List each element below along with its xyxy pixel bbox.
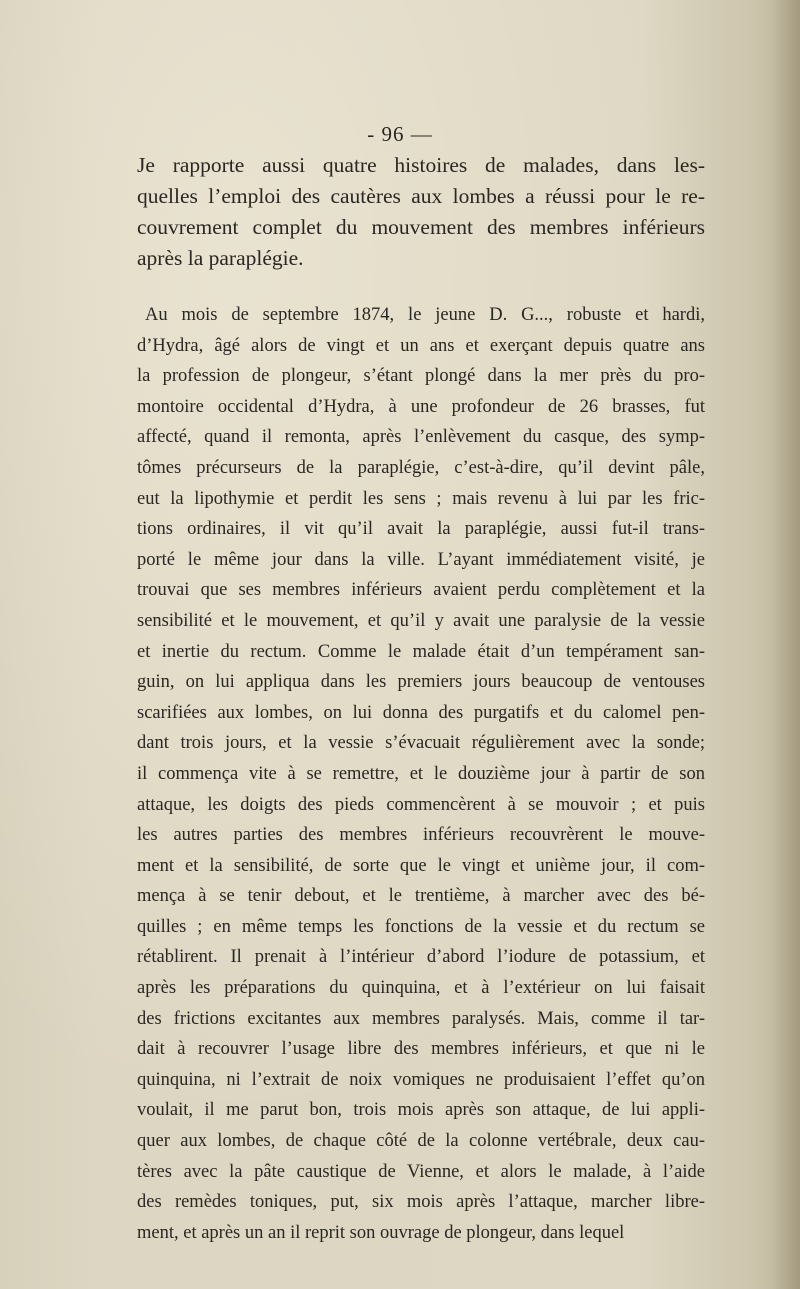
text-line: trouvai que ses membres inférieurs avaient perdu complètement et la	[137, 580, 705, 601]
text-line: sensibilité et le mouvement, et qu’il y avait une paralysie de la vessie	[137, 610, 705, 631]
text-line: après les préparations du quinquina, et à l’extérieur on lui faisait	[137, 978, 705, 999]
text-line: voulait, il me parut bon, trois mois après son attaque, de lui appli-	[137, 1100, 705, 1121]
text-line: Je rapporte aussi quatre histoires de malades, dans les-	[137, 153, 705, 177]
text-line: eut la lipothymie et perdit les sens ; mais revenu à lui par les fric-	[137, 488, 705, 509]
text-line: affecté, quand il remonta, après l’enlèvement du casque, des symp-	[137, 427, 705, 448]
text-line: rétablirent. Il prenait à l’intérieur d’abord l’iodure de potassium, et	[137, 947, 705, 968]
case-paragraph	[137, 300, 705, 1248]
text-line: tômes précurseurs de la paraplégie, c’est-à-dire, qu’il devint pâle,	[137, 457, 705, 478]
text-line: scarifiées aux lombes, on lui donna des purgatifs et du calomel pen-	[137, 702, 705, 723]
text-line: d’Hydra, âgé alors de vingt et un ans et exerçant depuis quatre ans	[137, 335, 705, 356]
text-line: mença à se tenir debout, et le trentième, à marcher avec des bé-	[137, 886, 705, 907]
text-line: les autres parties des membres inférieurs recouvrèrent le mouve-	[137, 825, 705, 846]
text-line: quelles l’emploi des cautères aux lombes a réussi pour le re-	[137, 184, 705, 208]
text-line: dant trois jours, et la vessie s’évacuait régulièrement avec la sonde;	[137, 733, 705, 754]
text-line: guin, on lui appliqua dans les premiers jours beaucoup de ventouses	[137, 672, 705, 693]
text-line: et inertie du rectum. Comme le malade était d’un tempérament san-	[137, 641, 705, 662]
text-line: tions ordinaires, il vit qu’il avait la paraplégie, aussi fut-il trans-	[137, 519, 705, 540]
text-line: attaque, les doigts des pieds commencèrent à se mouvoir ; et puis	[137, 794, 705, 815]
page-number-header: - 96 —	[367, 122, 433, 146]
text-line: quinquina, ni l’extrait de noix vomiques ne produisaient l’effet qu’on	[137, 1069, 705, 1090]
text-line: porté le même jour dans la ville. L’ayant immédiatement visité, je	[137, 549, 705, 570]
text-line: quilles ; en même temps les fonctions de la vessie et du rectum se	[137, 916, 705, 937]
text-line: des frictions excitantes aux membres paralysés. Mais, comme il tar-	[137, 1008, 705, 1029]
text-line: après la paraplégie.	[137, 246, 304, 270]
text-line: Au mois de septembre 1874, le jeune D. G..., robuste et hardi,	[145, 305, 705, 325]
text-line: montoire occidental d’Hydra, à une profondeur de 26 brasses, fut	[137, 396, 705, 417]
text-line: tères avec la pâte caustique de Vienne, et alors le malade, à l’aide	[137, 1161, 705, 1182]
text-line: il commença vite à se remettre, et le douzième jour à partir de son	[137, 763, 705, 784]
text-line: ment, et après un an il reprit son ouvrage de plongeur, dans lequel	[137, 1222, 625, 1243]
text-block	[137, 150, 705, 1248]
text-line: dait à recouvrer l’usage libre des membres inférieurs, et que ni le	[137, 1039, 705, 1060]
text-line: quer aux lombes, de chaque côté de la colonne vertébrale, deux cau-	[137, 1131, 705, 1152]
text-line: des remèdes toniques, put, six mois après l’attaque, marcher libre-	[137, 1192, 705, 1213]
text-line: couvrement complet du mouvement des membres inférieurs	[137, 215, 705, 239]
text-line: ment et la sensibilité, de sorte que le vingt et unième jour, il com-	[137, 855, 705, 876]
page-edge-shadow	[772, 0, 800, 1289]
intro-paragraph	[137, 150, 705, 274]
text-line: la profession de plongeur, s’étant plongé dans la mer près du pro-	[137, 366, 705, 387]
